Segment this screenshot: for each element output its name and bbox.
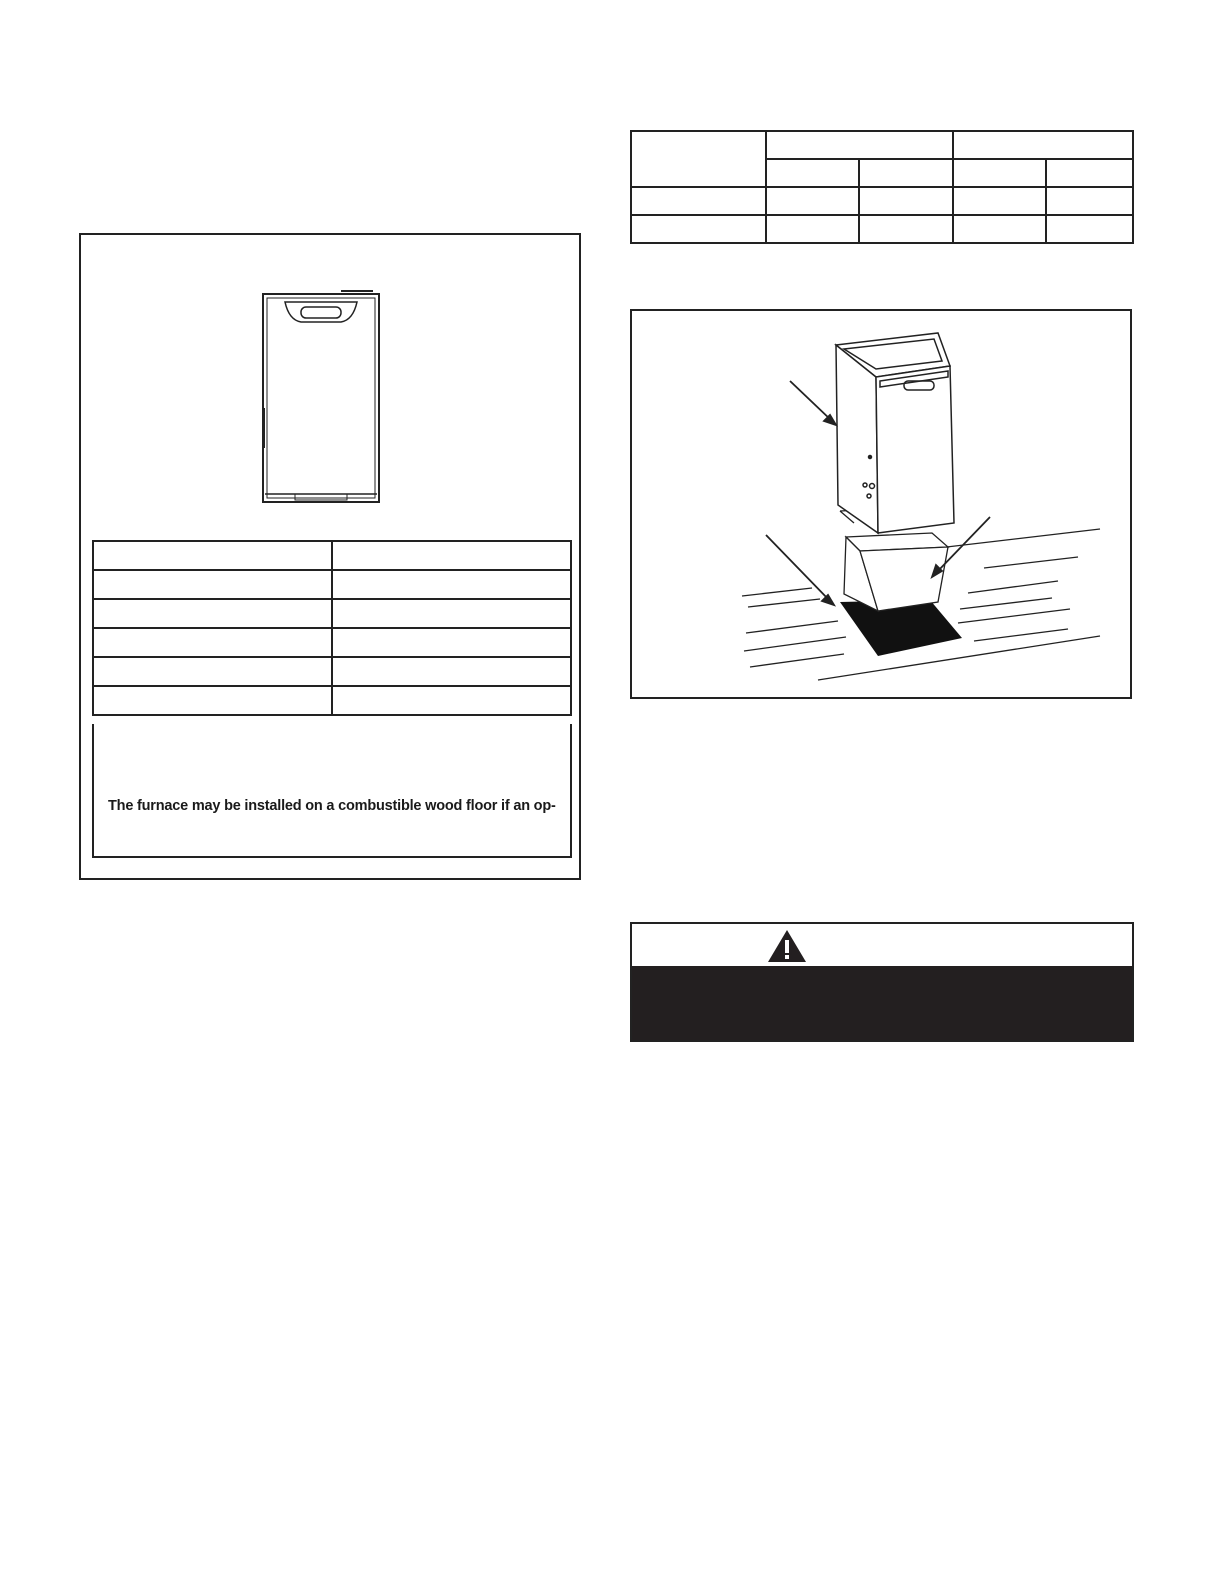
table-cell [93,570,332,599]
clearance-table [92,540,572,716]
table-header-cell [1046,159,1133,187]
table-cell [332,599,571,628]
table-row [631,187,1133,215]
furnace-on-base-illustration [632,311,1130,697]
warning-triangle-icon [766,928,808,964]
clearance-note-text: The furnace may be installed on a combustible wood floor if an op- [108,798,556,814]
table-cell [766,187,859,215]
table-cell [332,628,571,657]
table-header-cell [859,159,953,187]
table-header-cell [631,131,766,187]
furnace-cabinet [836,333,954,533]
table-row [631,131,1133,159]
table-row [631,215,1133,243]
table-cell [332,570,571,599]
table-cell [332,686,571,715]
warning-body [632,966,1132,1040]
table-cell [631,187,766,215]
table-cell [93,628,332,657]
table-header-cell [953,131,1133,159]
warning-header [632,924,1132,966]
table-cell [859,215,953,243]
floor-pad [840,600,962,656]
clearance-note-box [92,724,572,858]
table-cell [93,541,332,570]
table-row [93,570,571,599]
table-cell [332,657,571,686]
table-cell [332,541,571,570]
table-cell [953,187,1046,215]
table-cell [859,187,953,215]
table-row [93,599,571,628]
table-cell [1046,215,1133,243]
furnace-front-illustration [255,288,387,510]
table-header-cell [766,131,953,159]
table-cell [93,657,332,686]
table-header-cell [766,159,859,187]
dimensions-table [630,130,1134,244]
table-cell [631,215,766,243]
table-cell [93,599,332,628]
table-row [93,628,571,657]
table-cell [766,215,859,243]
table-row [93,541,571,570]
table-cell [953,215,1046,243]
table-header-cell [953,159,1046,187]
table-row [93,657,571,686]
table-cell [1046,187,1133,215]
table-cell [93,686,332,715]
table-row [93,686,571,715]
